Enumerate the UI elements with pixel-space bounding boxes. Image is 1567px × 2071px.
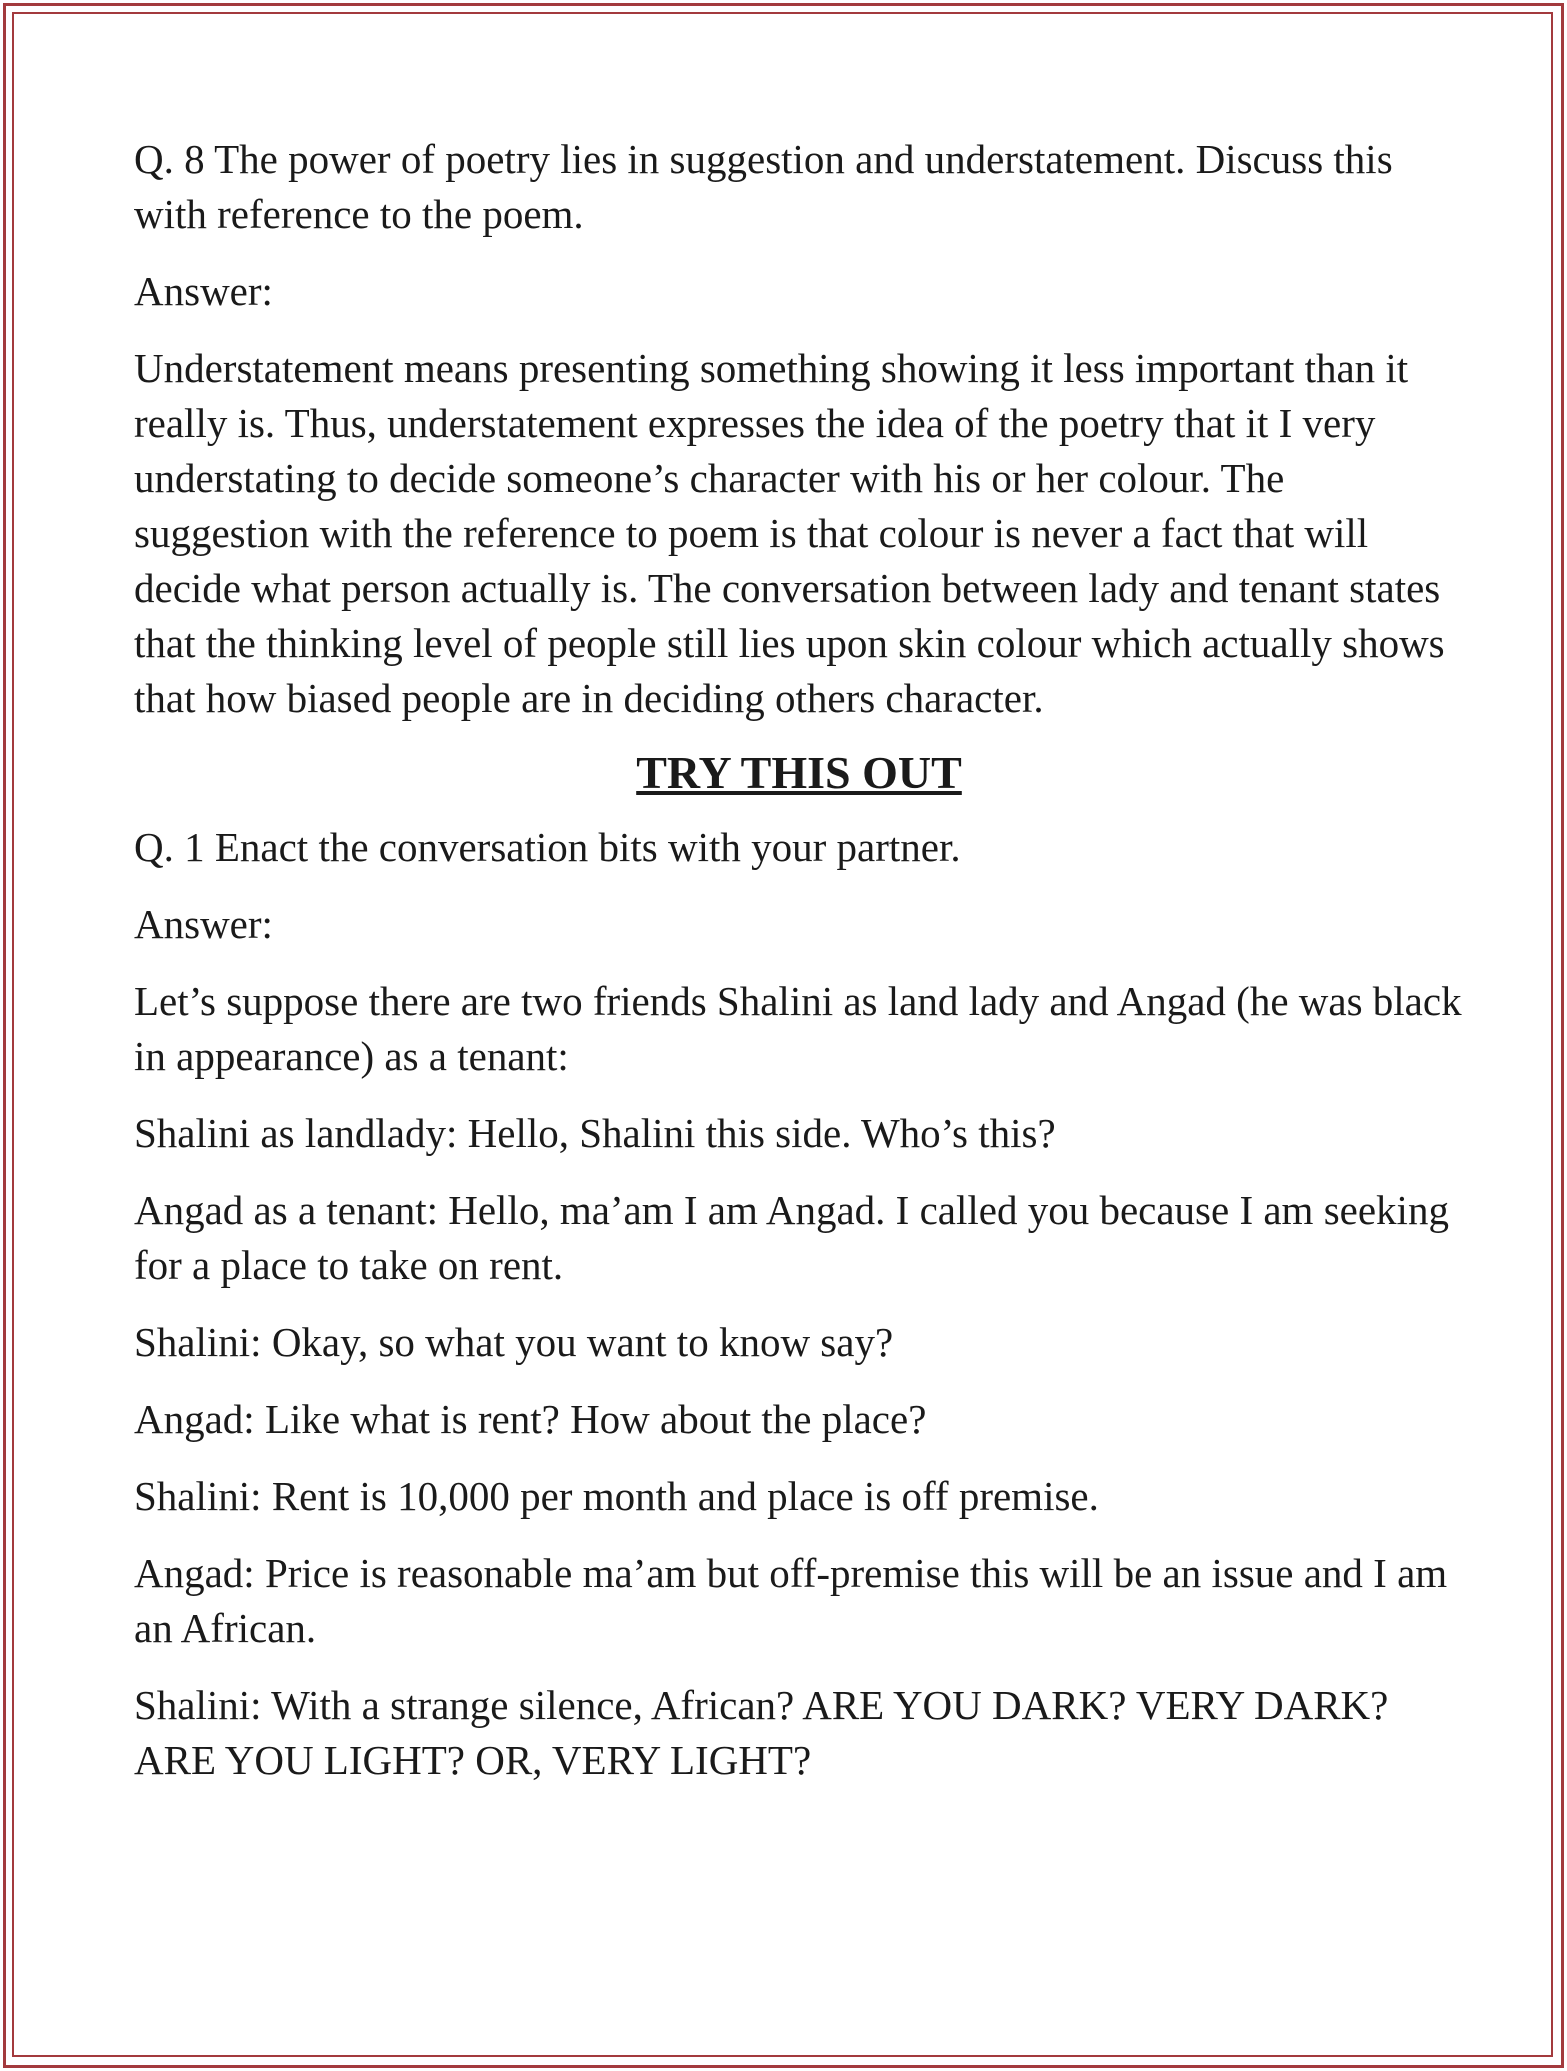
dialogue-line: Angad: Like what is rent? How about the place? xyxy=(134,1396,927,1442)
dialogue-line: Shalini: With a strange silence, African? ARE YOU DARK? VERY DARK? ARE YOU LIGHT? OR, VERY LIGHT? xyxy=(134,1682,1389,1783)
q8-answer: Understatement means presenting something showing it less important than it really is. Thus, understatement expresses the idea of the poetry that it I very understating to decide someone’s character with his or her colour. The suggestion with the reference to poem is that colour is never a fact that will decide what person actually is. The conversation between lady and tenant states that the thinking level of people still lies upon skin colour which actually shows that how biased people are in deciding others character. xyxy=(134,345,1445,721)
q1-question: Q. 1 Enact the conversation bits with your partner. xyxy=(134,824,961,870)
q8-question: Q. 8 The power of poetry lies in suggestion and understatement. Discuss this with reference to the poem. xyxy=(134,136,1393,237)
q8-answer-label: Answer: xyxy=(134,268,273,314)
document-body xyxy=(134,132,1464,1810)
dialogue-line: Shalini: Okay, so what you want to know say? xyxy=(134,1319,894,1365)
dialogue-line: Shalini: Rent is 10,000 per month and place is off premise. xyxy=(134,1473,1099,1519)
q1-answer-label: Answer: xyxy=(134,901,273,947)
dialogue-line: Angad as a tenant: Hello, ma’am I am Angad. I called you because I am seeking for a place to take on rent. xyxy=(134,1187,1449,1288)
dialogue-line: Angad: Price is reasonable ma’am but off-premise this will be an issue and I am an African. xyxy=(134,1550,1448,1651)
q1-intro: Let’s suppose there are two friends Shalini as land lady and Angad (he was black in appearance) as a tenant: xyxy=(134,978,1462,1079)
section-heading: TRY THIS OUT xyxy=(636,747,962,798)
dialogue-line: Shalini as landlady: Hello, Shalini this side. Who’s this? xyxy=(134,1110,1056,1156)
